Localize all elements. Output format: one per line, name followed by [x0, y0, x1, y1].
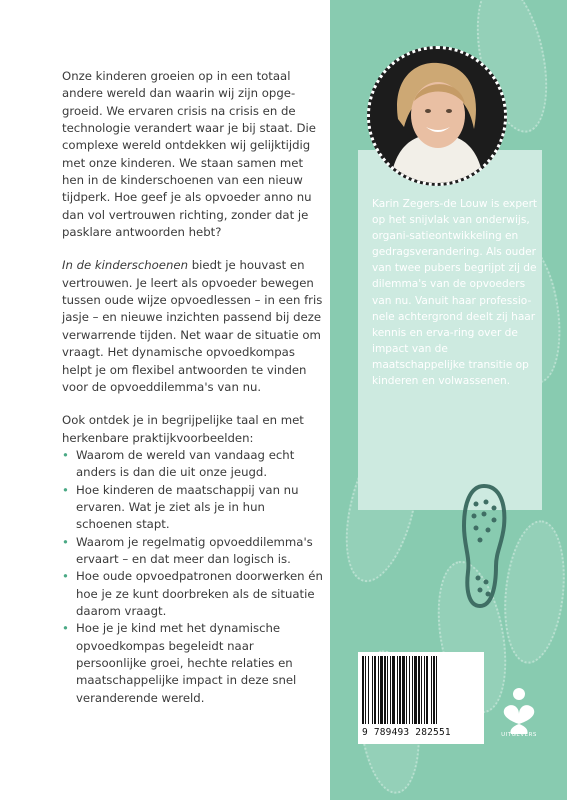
barcode-bar — [406, 656, 407, 724]
second-paragraph-text: biedt je houvast en vertrouwen. Je leert als opvoeder bewegen tussen oude wijze opvoedlessen – in een fris jasje – en nieuwe inzichten passend bij deze verwarrende tijden. Net waar de situatie om vraagt. Het dynamische opvoedkompas helpt je om flexibel antwoorden te vinden voor de opvoeddilemma's van nu. — [62, 258, 323, 394]
barcode-bar — [418, 656, 420, 724]
barcode-bar — [426, 656, 428, 724]
list-item-text: Hoe kinderen de maatschappij van nu ervaren. Wat je ziet als je in hun schoenen stapt. — [76, 482, 299, 532]
barcode-bar — [414, 656, 417, 724]
footprint-icon — [458, 482, 510, 612]
barcode-bar — [409, 656, 410, 724]
bullet-icon: • — [62, 447, 69, 462]
barcode-bar — [380, 656, 383, 724]
barcode-bar — [399, 656, 401, 724]
list-item — [62, 568, 324, 620]
list-item-text: Hoe je je kind met het dynamische opvoedkompas begeleidt naar persoonlijke groei, hechte relaties en maatschappelijke impact in deze snel veranderende wereld. — [76, 621, 297, 705]
barcode-bar — [431, 656, 432, 724]
list-item-text: Waarom de wereld van vandaag echt anders is dan die uit onze jeugd. — [76, 447, 295, 480]
barcode-bar — [390, 656, 391, 724]
barcode-bars — [358, 652, 484, 730]
blurb — [62, 68, 324, 707]
bullet-icon: • — [62, 569, 69, 584]
author-bio: Karin Zegers-de Louw is expert op het snijvlak van onderwijs, organi-satieontwikkeling en gedragsverandering. Als ouder van twee pubers begrijpt zij de dilemma's van de opvoeders van nu. Vanuit haar professio-nele achtergrond deelt zij haar kennis en erva-ring over de impact van de maatschappelijke transitie op kinderen en volwassenen. — [372, 198, 538, 388]
list-intro: Ook ontdek je in begrijpelijke taal en met herkenbare praktijkvoorbeelden: — [62, 413, 304, 445]
barcode-bar — [372, 656, 373, 724]
bullet-icon: • — [62, 534, 69, 549]
barcode-bar — [365, 656, 366, 724]
barcode-bar — [378, 656, 379, 724]
publisher-logo-icon — [497, 684, 541, 754]
list-item — [62, 620, 324, 707]
bullet-icon: • — [62, 621, 69, 636]
barcode-bar — [433, 656, 435, 724]
barcode-bar — [374, 656, 376, 724]
barcode-bar — [387, 656, 388, 724]
barcode-bar — [421, 656, 422, 724]
barcode-bar — [384, 656, 386, 724]
author-portrait — [367, 46, 507, 186]
list-item — [62, 482, 324, 534]
publisher-label: UITGEVERS — [501, 732, 537, 738]
list-item — [62, 534, 324, 569]
intro-paragraph: Onze kinderen groeien op in een totaal andere wereld dan waarin wij zijn opge-groeid. We ervaren crisis na crisis en de technologie verandert waar je bij staat. Die complexe wereld ontdekken wij gelijktijdig met onze kinderen. We staan samen met hen in de kinderschoenen van een nieuw tijdperk. Hoe geef je als opvoeder anno nu dan vol vertrouwen richting, zonder dat je pasklare antwoorden hebt? — [62, 69, 316, 240]
barcode-bar — [392, 656, 395, 724]
benefit-list — [62, 447, 324, 707]
barcode-bar — [412, 656, 413, 724]
barcode-bar — [368, 656, 369, 724]
barcode-bar — [362, 656, 364, 724]
list-item — [62, 447, 324, 482]
second-paragraph — [62, 257, 324, 396]
author-photo-icon — [370, 49, 504, 183]
list-item-text: Waarom je regelmatig opvoeddilemma's ervaart – en dat meer dan logisch is. — [76, 534, 313, 566]
list-item-text: Hoe oude opvoedpatronen doorwerken én hoe je ze kunt doorbreken als de situatie daarom vraagt. — [76, 569, 323, 618]
barcode-bar — [436, 656, 437, 724]
book-title: In de kinderschoenen — [62, 258, 189, 273]
barcode-bar — [424, 656, 425, 724]
barcode-bar — [397, 656, 398, 724]
barcode-bar — [402, 656, 405, 724]
bullet-icon: • — [62, 482, 69, 497]
isbn-number: 9 789493 282551 — [362, 727, 451, 738]
